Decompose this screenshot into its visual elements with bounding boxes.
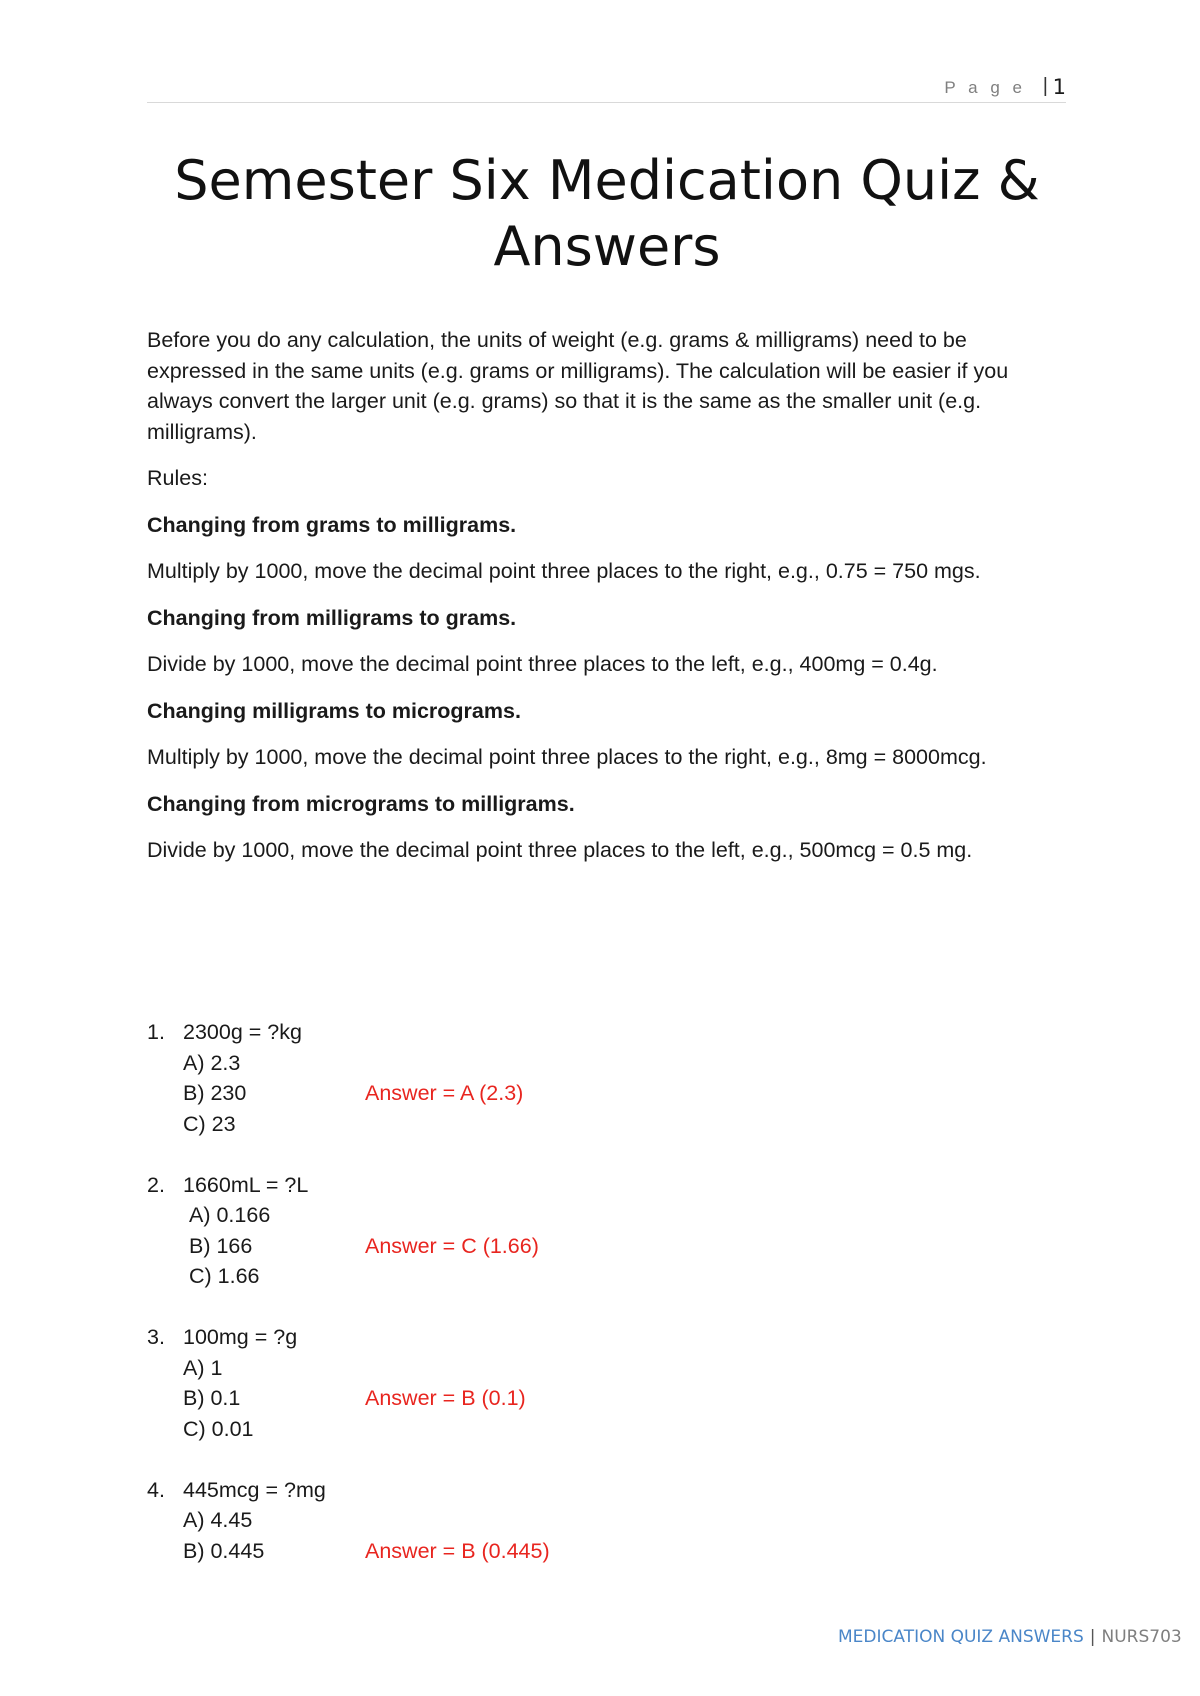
answer-option: A) 2.3: [183, 1050, 241, 1075]
answer-option: C) 0.01: [183, 1416, 254, 1441]
document-title: Semester Six Medication Quiz & Answers: [174, 149, 1040, 278]
rule-text: Divide by 1000, move the decimal point three places to the left, e.g., 500mcg = 0.5 mg.: [147, 838, 973, 862]
question-number: 4.: [147, 1477, 165, 1502]
rule-heading: Changing milligrams to micrograms.: [147, 698, 521, 723]
rules-label: Rules:: [147, 466, 208, 490]
rule-heading: Changing from micrograms to milligrams.: [147, 791, 575, 816]
intro-paragraph: Before you do any calculation, the units of weight (e.g. grams & milligrams) need to be expressed in the same units (e.g. grams or milligrams). The calculation will be easier if you always convert the larger unit (e.g. grams) so that it is the same as the smaller unit (e.g. milligrams).: [147, 328, 1009, 444]
correct-answer: Answer = B (0.445): [365, 1538, 550, 1563]
question-item: [147, 1170, 847, 1292]
question-item: [147, 1322, 847, 1444]
answer-option: C) 23: [183, 1111, 236, 1136]
page-number: 1: [1052, 75, 1066, 99]
rule-text: Divide by 1000, move the decimal point three places to the left, e.g., 400mg = 0.4g.: [147, 652, 938, 676]
correct-answer: Answer = C (1.66): [365, 1233, 539, 1258]
question-item: [147, 1475, 847, 1567]
question-number: 1.: [147, 1020, 165, 1044]
page-header: [147, 72, 1066, 103]
rule-heading: Changing from milligrams to grams.: [147, 605, 517, 630]
question-text: 445mcg = ?mg: [183, 1477, 326, 1502]
answer-option: B) 230 Answer = A (2.3): [147, 1078, 847, 1109]
rule-heading: Changing from grams to milligrams.: [147, 512, 517, 537]
answer-option: A) 1: [183, 1355, 223, 1380]
footer-title: MEDICATION QUIZ ANSWERS: [838, 1627, 1084, 1647]
page-label: P a g e: [944, 78, 1026, 97]
question-number: 3.: [147, 1325, 165, 1349]
correct-answer: Answer = B (0.1): [365, 1386, 526, 1410]
correct-answer: Answer = A (2.3): [365, 1081, 524, 1105]
question-text: 1660mL = ?L: [183, 1172, 309, 1197]
question-number: 2.: [147, 1172, 165, 1197]
page-footer: [838, 1627, 1182, 1647]
rule-text: Multiply by 1000, move the decimal point three places to the right, e.g., 8mg = 8000mcg.: [147, 745, 987, 769]
page-separator: |: [1042, 75, 1048, 97]
footer-course-code: NURS703: [1101, 1627, 1182, 1647]
answer-option: B) 166 Answer = C (1.66): [147, 1231, 847, 1262]
footer-separator: |: [1089, 1627, 1096, 1647]
answer-option: B) 0.445 Answer = B (0.445): [147, 1536, 847, 1567]
answer-option: B) 0.1 Answer = B (0.1): [147, 1383, 847, 1414]
rule-text: Multiply by 1000, move the decimal point three places to the right, e.g., 0.75 = 750 mgs.: [147, 559, 981, 583]
question-text: 2300g = ?kg: [183, 1020, 302, 1044]
question-text: 100mg = ?g: [183, 1325, 298, 1349]
question-list: [147, 1017, 847, 1597]
answer-option: A) 4.45: [183, 1508, 253, 1532]
answer-option: A) 0.166: [189, 1203, 271, 1227]
answer-option: C) 1.66: [189, 1264, 260, 1288]
document-body: [147, 325, 1067, 882]
question-item: [147, 1017, 847, 1139]
